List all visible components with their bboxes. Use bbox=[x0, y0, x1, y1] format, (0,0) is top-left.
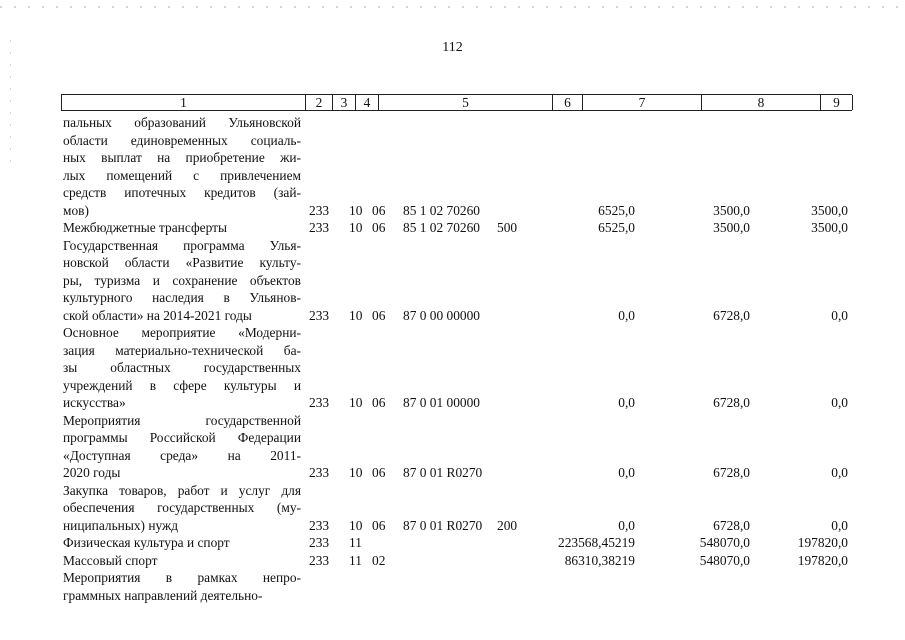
header-col-4: 4 bbox=[356, 95, 379, 110]
cell-col-4: 06 bbox=[372, 465, 386, 480]
row-description bbox=[63, 114, 301, 219]
cell-col-2: 233 bbox=[309, 202, 330, 218]
cell-col-8: 548070,0 bbox=[699, 552, 750, 568]
description-line: Закупка товаров, работ и услуг для bbox=[63, 482, 301, 498]
cell-col-7: 86310,38219 bbox=[564, 552, 635, 568]
row-description bbox=[63, 237, 301, 325]
description-line: Государственная программа Улья- bbox=[63, 237, 301, 253]
header-col-9: 9 bbox=[821, 95, 853, 110]
description-line: ской области» на 2014-2021 годы bbox=[63, 307, 252, 323]
cell-col-4: 06 bbox=[372, 517, 386, 533]
cell-col-9: 3500,0 bbox=[811, 202, 848, 218]
description-line: граммных направлений деятельно- bbox=[63, 587, 263, 603]
header-col-1: 1 bbox=[62, 95, 306, 110]
cell-col-3: 10 bbox=[349, 202, 363, 218]
cell-col-5: 85 1 02 70260 bbox=[403, 202, 480, 218]
cell-col-3: 10 bbox=[349, 395, 363, 410]
cell-col-8: 3500,0 bbox=[713, 220, 750, 235]
cell-col-2: 233 bbox=[309, 307, 330, 323]
description-line: культурного наследия в Ульянов- bbox=[63, 290, 301, 305]
cell-col-4: 06 bbox=[372, 220, 386, 235]
cell-col-7: 6525,0 bbox=[598, 202, 635, 218]
description-line: обеспечения государственных (му- bbox=[63, 500, 301, 515]
cell-col-3: 11 bbox=[349, 535, 362, 550]
cell-col-8: 548070,0 bbox=[699, 535, 750, 550]
cell-col-8: 6728,0 bbox=[713, 465, 750, 480]
cell-col-5: 87 0 01 R0270 bbox=[403, 465, 483, 480]
cell-col-4: 02 bbox=[372, 552, 386, 568]
description-line: ниципальных) нужд bbox=[63, 517, 179, 533]
cell-col-2: 233 bbox=[309, 535, 330, 550]
description-line: Межбюджетные трансферты bbox=[63, 220, 227, 235]
description-line: Массовый спорт bbox=[63, 552, 158, 568]
cell-col-4: 06 bbox=[372, 307, 386, 323]
header-col-7: 7 bbox=[583, 95, 702, 110]
description-line: новской области «Развитие культу- bbox=[63, 255, 301, 270]
row-description bbox=[63, 552, 301, 570]
description-line: лых помещений с привлечением bbox=[63, 167, 301, 183]
cell-col-2: 233 bbox=[309, 395, 330, 410]
cell-col-2: 233 bbox=[309, 552, 330, 568]
scan-noise-left bbox=[10, 40, 11, 170]
cell-col-2: 233 bbox=[309, 465, 330, 480]
cell-col-8: 6728,0 bbox=[713, 307, 750, 323]
description-line: искусства» bbox=[63, 395, 126, 410]
row-description bbox=[63, 324, 301, 412]
page-number: 112 bbox=[442, 40, 463, 55]
row-description bbox=[63, 569, 301, 604]
cell-col-7: 0,0 bbox=[618, 395, 635, 410]
description-line: Мероприятия государственной bbox=[63, 412, 301, 428]
row-description bbox=[63, 412, 301, 482]
cell-col-9: 197820,0 bbox=[797, 535, 848, 550]
header-col-6: 6 bbox=[553, 95, 583, 110]
description-line: 2020 годы bbox=[63, 465, 121, 480]
cell-col-6: 200 bbox=[497, 517, 518, 533]
description-line: зация материально-технической ба- bbox=[63, 342, 301, 358]
header-col-8: 8 bbox=[702, 95, 821, 110]
row-description bbox=[63, 534, 301, 552]
description-line: ных выплат на приобретение жи- bbox=[63, 150, 301, 165]
cell-col-5: 87 0 00 00000 bbox=[403, 307, 480, 323]
cell-col-3: 10 bbox=[349, 517, 363, 533]
cell-col-5: 87 0 01 00000 bbox=[403, 395, 480, 410]
cell-col-3: 11 bbox=[349, 552, 362, 568]
cell-col-7: 223568,45219 bbox=[558, 535, 635, 550]
cell-col-8: 3500,0 bbox=[713, 202, 750, 218]
description-line: средств ипотечных кредитов (зай- bbox=[63, 185, 301, 200]
description-line: ры, туризма и сохранение объектов bbox=[63, 272, 301, 288]
cell-col-8: 6728,0 bbox=[713, 517, 750, 533]
description-line: зы областных государственных bbox=[63, 360, 301, 375]
cell-col-3: 10 bbox=[349, 465, 363, 480]
cell-col-3: 10 bbox=[349, 220, 363, 235]
cell-col-2: 233 bbox=[309, 220, 330, 235]
row-description bbox=[63, 219, 301, 237]
cell-col-7: 0,0 bbox=[618, 517, 635, 533]
cell-col-5: 85 1 02 70260 bbox=[403, 220, 480, 235]
description-line: Основное мероприятие «Модерни- bbox=[63, 325, 301, 340]
cell-col-9: 197820,0 bbox=[797, 552, 848, 568]
cell-col-9: 0,0 bbox=[831, 465, 848, 480]
scan-noise-top bbox=[0, 6, 905, 8]
description-line: программы Российской Федерации bbox=[63, 430, 301, 445]
cell-col-5: 87 0 01 R0270 bbox=[403, 517, 483, 533]
cell-col-2: 233 bbox=[309, 517, 330, 533]
cell-col-9: 0,0 bbox=[831, 307, 848, 323]
description-line: области единовременных социаль- bbox=[63, 132, 301, 148]
header-col-5: 5 bbox=[379, 95, 553, 110]
description-line: Мероприятия в рамках непро- bbox=[63, 570, 301, 585]
cell-col-9: 0,0 bbox=[831, 517, 848, 533]
cell-col-4: 06 bbox=[372, 395, 386, 410]
description-line: Физическая культура и спорт bbox=[63, 535, 230, 550]
header-col-2: 2 bbox=[306, 95, 333, 110]
table-header bbox=[61, 94, 852, 111]
cell-col-6: 500 bbox=[497, 220, 518, 235]
cell-col-7: 0,0 bbox=[618, 307, 635, 323]
cell-col-8: 6728,0 bbox=[713, 395, 750, 410]
description-line: «Доступная среда» на 2011- bbox=[63, 447, 301, 463]
row-description bbox=[63, 482, 301, 535]
cell-col-7: 0,0 bbox=[618, 465, 635, 480]
description-line: учреждений в сфере культуры и bbox=[63, 377, 301, 393]
header-col-3: 3 bbox=[333, 95, 356, 110]
cell-col-9: 0,0 bbox=[831, 395, 848, 410]
cell-col-7: 6525,0 bbox=[598, 220, 635, 235]
cell-col-4: 06 bbox=[372, 202, 386, 218]
cell-col-3: 10 bbox=[349, 307, 363, 323]
description-line: пальных образований Ульяновской bbox=[63, 115, 301, 130]
cell-col-9: 3500,0 bbox=[811, 220, 848, 235]
description-line: мов) bbox=[63, 202, 89, 218]
